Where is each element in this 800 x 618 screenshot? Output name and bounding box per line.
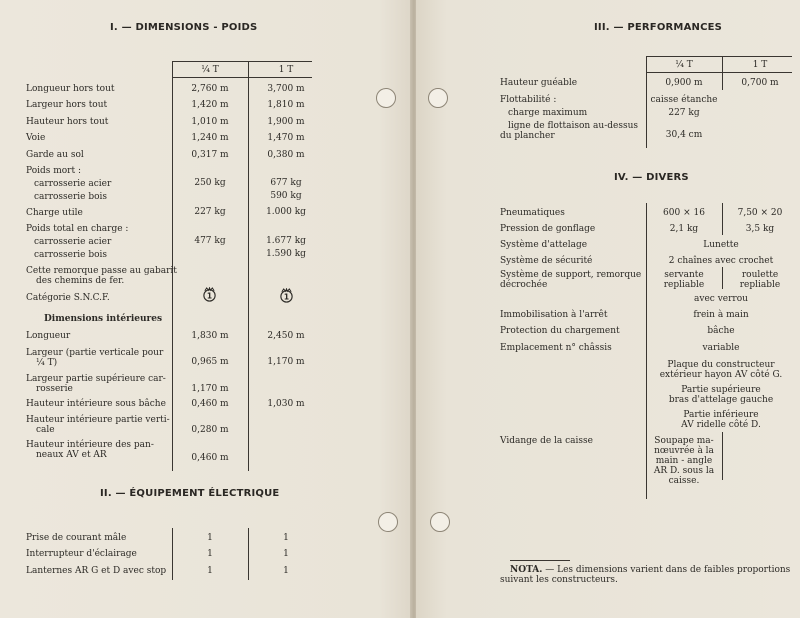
elec-row-label: Interrupteur d'éclairage	[26, 549, 137, 559]
divers-label: Pression de gonflage	[500, 224, 596, 234]
section-2-title: II. — ÉQUIPEMENT ÉLECTRIQUE	[100, 488, 280, 499]
divers-value-one: 7,50 × 20	[737, 208, 783, 218]
divers-value-common: 2 chaînes avec crochet	[668, 256, 774, 266]
interior-label-cont: cale	[36, 425, 55, 435]
row-label: carrosserie acier	[34, 179, 112, 189]
interior-label: Largeur (partie verticale pour	[26, 348, 164, 358]
perf-col-quarter: ¼ T	[675, 60, 693, 70]
nota-head: NOTA.	[510, 565, 543, 575]
divers-label: Système de support, remorque	[500, 270, 642, 280]
sncf-category-1-seal-icon	[202, 287, 217, 302]
divers-label: Protection du chargement	[500, 326, 620, 336]
perf-top-rule	[646, 56, 792, 57]
perf-value-quarter: 30,4 cm	[665, 130, 703, 140]
divers-label: Immobilisation à l'arrêt	[500, 310, 608, 320]
divers-value-one: 3,5 kg	[745, 224, 775, 234]
elec-row-quarter: 1	[207, 566, 213, 576]
row-value-quarter: 0,317 m	[191, 150, 229, 160]
row-label: Poids total en charge :	[26, 224, 129, 234]
divers-label: Système d'attelage	[500, 240, 588, 250]
interior-value-quarter: 1,830 m	[191, 331, 229, 341]
partie-inferieure-line-2: AV ridelle côté D.	[681, 420, 761, 430]
elec-row-quarter: 1	[207, 533, 213, 543]
plaque-line-1: Plaque du constructeur	[667, 360, 775, 370]
row-value-quarter: 227 kg	[194, 207, 226, 217]
nota-text-1: — Les dimensions varient dans de faibles proportions	[545, 565, 791, 575]
divers-label: Emplacement n° châssis	[500, 343, 612, 353]
divers-label: Pneumatiques	[500, 208, 565, 218]
row-value-one: 1,810 m	[267, 100, 305, 110]
row-value-one: 0,380 m	[267, 150, 305, 160]
binder-hole-icon	[378, 512, 398, 532]
section-3-title: III. — PERFORMANCES	[594, 22, 723, 33]
interior-label: Hauteur intérieure partie verti-	[26, 415, 170, 425]
interior-label: Longueur	[26, 331, 71, 341]
interior-value-quarter: 0,460 m	[191, 453, 229, 463]
perf-value-quarter: 227 kg	[668, 108, 700, 118]
elec-row-label: Prise de courant mâle	[26, 533, 127, 543]
nota-line-1	[510, 565, 790, 575]
interior-label: Hauteur intérieure des pan-	[26, 440, 154, 450]
elec-row-label: Lanternes AR G et D avec stop	[26, 566, 167, 576]
divers-label-cont: décrochée	[500, 280, 548, 290]
row-label: Longueur hors tout	[26, 84, 115, 94]
partie-superieure-line-1: Partie supérieure	[681, 385, 761, 395]
binder-hole-icon	[430, 512, 450, 532]
row-value-quarter: 1,010 m	[191, 117, 229, 127]
divers-value-quarter: 2,1 kg	[669, 224, 699, 234]
divers-label: Vidange de la caisse	[500, 436, 593, 446]
perf-col-one: 1 T	[752, 60, 768, 70]
elec-row-quarter: 1	[207, 549, 213, 559]
row-label: carrosserie bois	[34, 250, 108, 260]
row-label: Hauteur hors tout	[26, 117, 109, 127]
row-label: carrosserie bois	[34, 192, 108, 202]
divers-value-quarter: repliable	[663, 280, 705, 290]
sncf-category-label: Catégorie S.N.C.F.	[26, 293, 110, 303]
divers-value-common: Lunette	[703, 240, 739, 250]
divers-value-common: avec verrou	[694, 294, 748, 304]
divers-value-one: repliable	[739, 280, 781, 290]
divers-value-quarter: servante	[664, 270, 704, 280]
row-value-one: 1.000 kg	[266, 207, 306, 217]
perf-label: Hauteur guéable	[500, 78, 578, 88]
interior-value-quarter: 0,965 m	[191, 357, 229, 367]
row-value-one: 3,700 m	[267, 84, 305, 94]
vidange-line: nœuvrée à la	[654, 446, 714, 456]
divers-value-quarter: 600 × 16	[663, 208, 705, 218]
section-1-title: I. — DIMENSIONS - POIDS	[110, 22, 258, 33]
elec-row-one: 1	[283, 549, 289, 559]
row-value-quarter: 250 kg	[194, 178, 226, 188]
interior-label-cont: rosserie	[36, 384, 73, 394]
divers-divider-mid-3	[722, 432, 723, 480]
row-value-quarter: 477 kg	[194, 236, 226, 246]
nota-rule	[510, 560, 570, 561]
perf-value-quarter: caisse étanche	[650, 95, 718, 105]
seal-digit: 1	[283, 292, 290, 302]
vidange-line: caisse.	[668, 476, 700, 486]
interior-value-one: 2,450 m	[267, 331, 305, 341]
divers-value-common: bâche	[707, 326, 735, 336]
vidange-line: Soupape ma-	[654, 436, 714, 446]
interior-label-cont: ¼ T)	[36, 358, 58, 368]
elec-row-one: 1	[283, 533, 289, 543]
row-label: Charge utile	[26, 208, 83, 218]
row-label: Voie	[26, 133, 46, 143]
interior-value-quarter: 1,170 m	[191, 384, 229, 394]
row-value-quarter: 1,240 m	[191, 133, 229, 143]
row-value-one: 590 kg	[270, 191, 302, 201]
row-value-quarter: 2,760 m	[191, 84, 229, 94]
interior-label-cont: neaux AV et AR	[36, 450, 107, 460]
elec-row-one: 1	[283, 566, 289, 576]
row-value-one: 1,470 m	[267, 133, 305, 143]
vidange-line: main - angle	[655, 456, 713, 466]
seal-digit: 1	[206, 291, 213, 301]
row-value-one: 677 kg	[270, 178, 302, 188]
perf-label: ligne de flottaison au-dessus	[508, 121, 638, 131]
interior-label: Hauteur intérieure sous bâche	[26, 399, 166, 409]
gabarit-note-line-2: des chemins de fer.	[36, 276, 125, 286]
row-label: Largeur hors tout	[26, 100, 108, 110]
col-header-one-ton: 1 T	[278, 65, 294, 75]
row-label: Garde au sol	[26, 150, 84, 160]
plaque-line-2: extérieur hayon AV côté G.	[659, 370, 783, 380]
row-label: carrosserie acier	[34, 237, 112, 247]
gabarit-note-line-1: Cette remorque passe au gabarit	[26, 266, 177, 276]
table-header-rule	[172, 77, 312, 78]
binder-hole-icon	[376, 88, 396, 108]
interior-dimensions-title: Dimensions intérieures	[44, 314, 163, 324]
table-top-rule	[172, 61, 312, 62]
interior-value-quarter: 0,460 m	[191, 399, 229, 409]
partie-superieure-line-2: bras d'attelage gauche	[668, 395, 774, 405]
interior-value-one: 1,030 m	[267, 399, 305, 409]
section-4-title: IV. — DIVERS	[614, 172, 689, 183]
divers-value-common: variable	[702, 343, 740, 353]
vidange-line: AR D. sous la	[653, 466, 715, 476]
perf-header-rule	[646, 72, 792, 73]
perf-label: charge maximum	[508, 108, 588, 118]
interior-label: Largeur partie supérieure car-	[26, 374, 166, 384]
interior-value-one: 1,170 m	[267, 357, 305, 367]
perf-value-quarter: 0,900 m	[665, 78, 703, 88]
row-label: Poids mort :	[26, 166, 81, 176]
row-value-quarter: 1,420 m	[191, 100, 229, 110]
row-value-one: 1.590 kg	[266, 249, 306, 259]
row-value-one: 1.677 kg	[266, 236, 306, 246]
perf-value-one: 0,700 m	[741, 78, 779, 88]
perf-label: Flottabilité :	[500, 95, 557, 105]
right-page	[416, 0, 800, 618]
col-header-quarter-ton: ¼ T	[201, 65, 219, 75]
divers-label: Système de sécurité	[500, 256, 593, 266]
interior-value-quarter: 0,280 m	[191, 425, 229, 435]
row-value-one: 1,900 m	[267, 117, 305, 127]
binder-hole-icon	[428, 88, 448, 108]
nota-text-2: suivant les constructeurs.	[500, 575, 618, 585]
divers-value-common: frein à main	[693, 310, 749, 320]
partie-inferieure-line-1: Partie inférieure	[683, 410, 759, 420]
perf-label-cont: du plancher	[500, 131, 555, 141]
sncf-category-1-seal-icon	[279, 288, 294, 303]
divers-value-one: roulette	[741, 270, 779, 280]
